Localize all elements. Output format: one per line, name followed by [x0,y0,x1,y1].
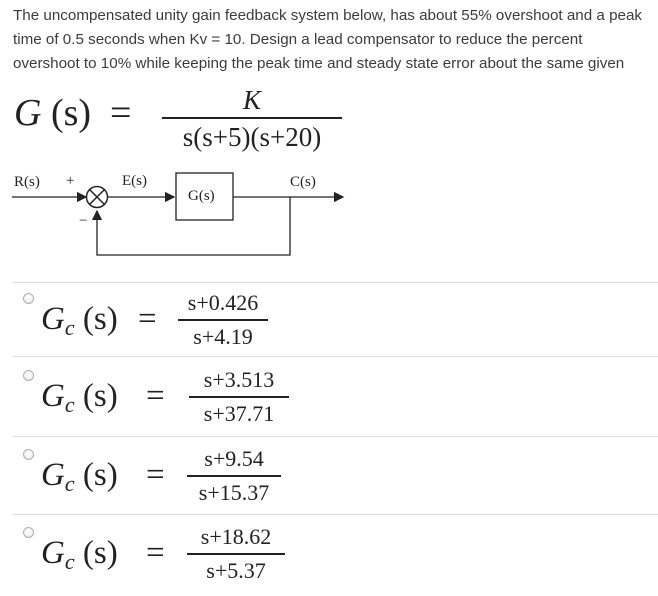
plant-transfer-function [14,85,344,153]
option-subscript: c [64,315,75,340]
option-lhs [41,457,118,494]
option-lhs [41,301,118,338]
option-fraction-bar [187,475,281,477]
radio-button[interactable] [23,449,34,460]
minus-sign: − [79,213,88,229]
option-equals: = [146,457,165,493]
output-label: C(s) [290,174,316,190]
option-symbol: G [41,457,65,493]
radio-button[interactable] [23,527,34,538]
option-fraction-bar [189,396,289,398]
input-label: R(s) [14,174,40,190]
option-symbol: G [41,301,65,337]
option-fraction-bar [178,319,268,321]
option-arg: (s) [82,535,118,571]
option-fraction-bar [187,553,285,555]
divider [13,436,658,437]
block-label: G(s) [188,188,215,204]
plant-lhs [14,91,91,135]
option-equals: = [146,535,165,571]
answer-option-4[interactable] [13,517,658,595]
divider [13,356,658,357]
plant-equals: = [110,92,132,134]
option-arg: (s) [82,457,118,493]
plant-symbol: G [14,92,42,134]
plant-denominator: s(s+5)(s+20) [182,121,322,152]
option-denominator: s+37.71 [203,400,275,426]
radio-button[interactable] [23,370,34,381]
option-fraction [187,445,281,507]
option-fraction [178,289,268,351]
option-lhs [41,535,118,572]
answer-option-1[interactable] [13,283,658,361]
plant-arg: (s) [50,92,92,134]
option-symbol: G [41,535,65,571]
answer-option-3[interactable] [13,439,658,517]
question-text: The uncompensated unity gain feedback system below, has about 55% overshoot and a peak time of 0.5 seconds when Kv = 10. Design a lead compensator to reduce the percent overshoot to 10% while keeping the peak time and steady state error about the same given [13,7,643,72]
option-equals: = [138,301,157,337]
option-fraction [189,366,289,428]
option-numerator: s+3.513 [203,367,275,392]
option-numerator: s+18.62 [200,524,272,549]
plant-numerator: K [242,85,261,115]
option-equals: = [146,378,165,414]
option-lhs [41,378,118,415]
option-subscript: c [64,549,75,574]
option-arg: (s) [82,301,118,337]
error-label: E(s) [122,173,147,189]
answer-option-2[interactable] [13,360,658,438]
option-numerator: s+9.54 [204,446,264,471]
plant-fraction-bar [162,117,342,119]
option-denominator: s+5.37 [206,557,266,583]
option-fraction [187,523,285,585]
divider [13,514,658,515]
block-diagram [10,168,355,268]
option-subscript: c [64,471,75,496]
option-subscript: c [64,392,75,417]
plus-sign: + [66,173,75,189]
option-denominator: s+4.19 [193,323,253,349]
plant-fraction [162,85,342,153]
option-denominator: s+15.37 [198,479,270,505]
option-arg: (s) [82,378,118,414]
radio-button[interactable] [23,293,34,304]
option-numerator: s+0.426 [187,290,259,315]
option-symbol: G [41,378,65,414]
